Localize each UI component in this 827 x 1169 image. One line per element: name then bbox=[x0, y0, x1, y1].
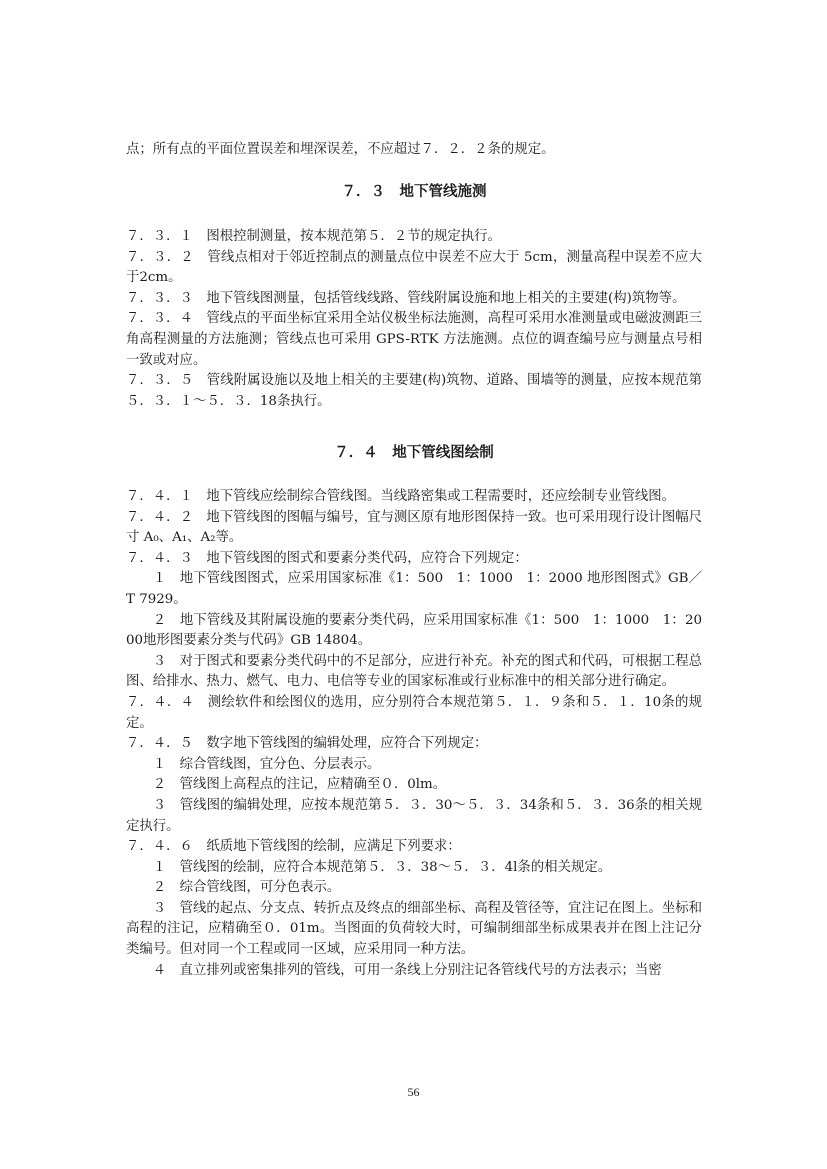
clause-7-4-5: ７．４．５ 数字地下管线图的编辑处理，应符合下列规定： bbox=[126, 736, 488, 752]
clause-7-3-3: ７．３．３ 地下管线图测量，包括管线线路、管线附属设施和地上相关的主要建(构)筑物等。 bbox=[126, 290, 686, 306]
section-7-3-body bbox=[126, 227, 702, 412]
section-7-4-body bbox=[126, 487, 702, 981]
item-7-4-6-4: ４ 直立排列或密集排列的管线，可用一条线上分别注记各管线代号的方法表示；当密 bbox=[152, 962, 662, 978]
item-7-4-6-1: １ 管线图的绘制，应符合本规范第５．３．38～５．３．4l条的相关规定。 bbox=[152, 859, 612, 875]
clause-7-4-3: ７．４．３ 地下管线图的图式和要素分类代码，应符合下列规定： bbox=[126, 550, 528, 566]
page-number: 56 bbox=[407, 1085, 420, 1099]
item-7-4-3-2: ２ 地下管线及其附属设施的要素分类代码，应采用国家标准《1：500 1：1000 1：2000地形图要素分类与代码》GB 14804。 bbox=[126, 612, 702, 649]
clause-7-4-1: ７．４．１ 地下管线应绘制综合管线图。当线路密集或工程需要时，还应绘制专业管线图。 bbox=[126, 489, 676, 504]
clause-7-4-4: ７．４．４ 测绘软件和绘图仪的选用，应分别符合本规范第５．１．９条和５．１．10条的规定。 bbox=[126, 694, 702, 731]
clause-7-3-5: ７．３．５ 管线附属设施以及地上相关的主要建(构)筑物、道路、围墙等的测量，应按本规范第５．３．１～５．３．18条执行。 bbox=[126, 373, 702, 409]
section-7-3-heading-wrap bbox=[126, 180, 702, 201]
clause-7-3-1: ７．３．１ 图根控制测量，按本规范第５．２节的规定执行。 bbox=[126, 229, 501, 244]
item-7-4-3-1: １ 地下管线图图式，应采用国家标准《1：500 1：1000 1：2000 地形图图式》GB／T 7929。 bbox=[126, 571, 702, 607]
item-7-4-5-1: １ 综合管线图，宜分色、分层表示。 bbox=[152, 756, 381, 772]
clause-7-4-2: ７．４．２ 地下管线图的图幅与编号，宜与测区原有地形图保持一致。也可采用现行设计图幅尺寸 A₀、A₁、A₂等。 bbox=[126, 509, 702, 546]
intro-block bbox=[126, 140, 702, 161]
clause-7-3-4: ７．３．４ 管线点的平面坐标宜采用全站仪极坐标法施测，高程可采用水准测量或电磁波测距三角高程测量的方法施测；管线点也可采用 GPS-RTK 方法施测。点位的调查编号应与测量点号相一致或对应。 bbox=[126, 311, 702, 368]
intro-line: 点；所有点的平面位置误差和埋深误差，不应超过７．２．２条的规定。 bbox=[126, 142, 555, 157]
section-heading: ７．３ 地下管线施测 bbox=[341, 184, 487, 200]
item-7-4-6-3: ３ 管线的起点、分支点、转折点及终点的细部坐标、高程及管径等，宜注记在图上。坐标和高程的注记，应精确至０．01m。当图面的负荷较大时，可编制细部坐标成果表并在图上注记分类编号。但对同一个工程或同一区域，应采用同一种方法。 bbox=[126, 900, 702, 958]
item-7-4-6-2: ２ 综合管线图，可分色表示。 bbox=[152, 880, 341, 896]
section-heading: ７．４ 地下管线图绘制 bbox=[334, 445, 494, 461]
item-7-4-3-3: ３ 对于图式和要素分类代码中的不足部分，应进行补充。补充的图式和代码，可根据工程总图、给排水、热力、燃气、电力、电信等专业的国家标准或行业标准中的相关部分进行确定。 bbox=[126, 653, 702, 690]
clause-7-3-2: ７．３．２ 管线点相对于邻近控制点的测量点位中误差不应大于 5cm，测量高程中误差不应大于2cm。 bbox=[126, 249, 702, 286]
section-7-4-heading-wrap bbox=[126, 441, 702, 462]
item-7-4-5-2: ２ 管线图上高程点的注记，应精确至０．0lm。 bbox=[152, 777, 447, 793]
item-7-4-5-3: ３ 管线图的编辑处理，应按本规范第５．３．30～５．３．34条和５．３．36条的相关规定执行。 bbox=[126, 797, 702, 834]
clause-7-4-6: ７．４．６ 纸质地下管线图的绘制，应满足下列要求： bbox=[126, 839, 461, 855]
